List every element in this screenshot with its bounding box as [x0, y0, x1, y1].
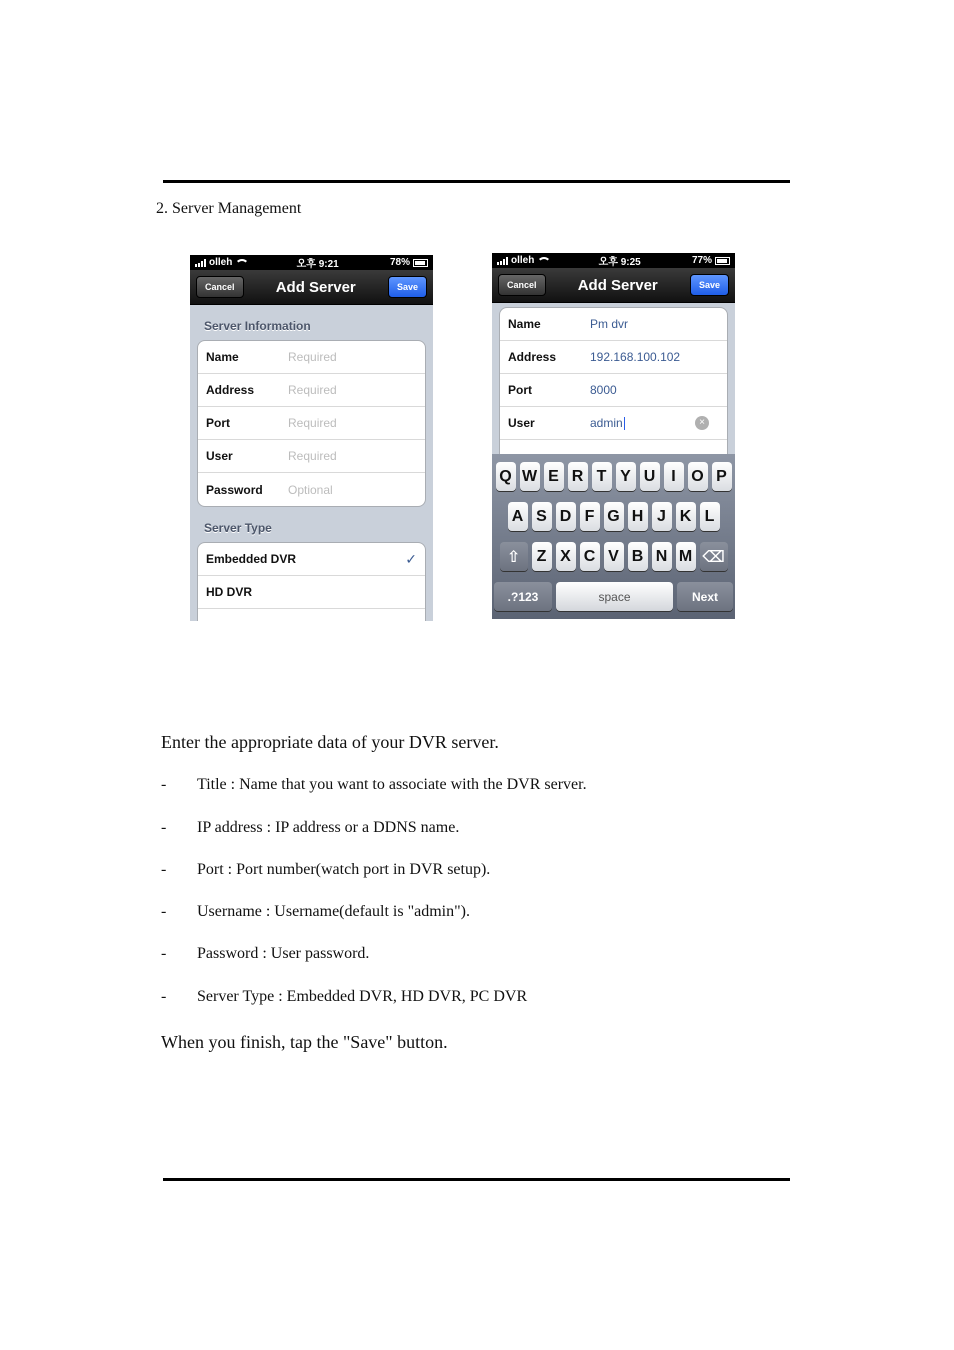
top-rule — [163, 180, 790, 183]
key-z[interactable]: Z — [532, 542, 552, 571]
key-d[interactable]: D — [556, 502, 576, 531]
keyboard-row-1 — [494, 462, 733, 491]
field-value: 192.168.100.102 — [590, 350, 681, 364]
key-n[interactable]: N — [652, 542, 672, 571]
field-placeholder: Required — [288, 449, 337, 463]
key-x[interactable]: X — [556, 542, 576, 571]
name-field[interactable] — [198, 341, 425, 374]
battery-percent: 78% — [389, 257, 410, 268]
bullet-marker: - — [161, 861, 167, 878]
key-l[interactable]: L — [700, 502, 720, 531]
save-button[interactable]: Save — [388, 276, 427, 298]
key-f[interactable]: F — [580, 502, 600, 531]
key-w[interactable]: W — [520, 462, 540, 491]
type-label: HD DVR — [206, 585, 253, 599]
key-t[interactable]: T — [592, 462, 612, 491]
field-label: User — [206, 449, 233, 463]
password-field[interactable] — [198, 473, 425, 506]
type-next-row[interactable] — [198, 609, 425, 621]
section-title: 2. Server Management — [156, 200, 302, 217]
intro-text: Enter the appropriate data of your DVR server. — [161, 732, 499, 752]
screenshot-add-server-filled — [492, 253, 735, 619]
cancel-button[interactable]: Cancel — [498, 274, 546, 296]
battery-icon — [413, 259, 428, 267]
clear-icon[interactable]: × — [695, 416, 709, 430]
field-label: Port — [206, 416, 230, 430]
space-key[interactable]: space — [556, 582, 673, 611]
field-label: Name — [206, 350, 239, 364]
shift-key[interactable]: ⇧ — [500, 542, 528, 571]
battery-percent: 77% — [691, 255, 712, 266]
carrier-label: olleh — [209, 257, 233, 268]
outro-text: When you finish, tap the "Save" button. — [161, 1032, 448, 1052]
key-s[interactable]: S — [532, 502, 552, 531]
port-field[interactable] — [198, 407, 425, 440]
battery-icon — [715, 257, 730, 265]
field-placeholder: Required — [288, 350, 337, 364]
bullet-marker: - — [161, 945, 167, 962]
server-info-group — [197, 340, 426, 507]
key-j[interactable]: J — [652, 502, 672, 531]
field-label: Port — [508, 383, 532, 397]
signal-icon — [497, 257, 508, 265]
bottom-rule — [163, 1178, 790, 1181]
wifi-icon — [537, 257, 547, 265]
user-field[interactable] — [198, 440, 425, 473]
type-label: Embedded DVR — [206, 552, 297, 566]
bullet-text: Username : Username(default is "admin"). — [197, 903, 470, 920]
server-information-label: Server Information — [204, 319, 311, 333]
save-button[interactable]: Save — [690, 274, 729, 296]
status-bar — [190, 255, 433, 270]
keyboard-row-3 — [494, 542, 733, 571]
key-o[interactable]: O — [688, 462, 708, 491]
address-field[interactable] — [500, 341, 727, 374]
field-label: Password — [206, 482, 263, 497]
nav-title: Add Server — [577, 276, 658, 294]
type-embedded-dvr[interactable] — [198, 543, 425, 576]
bullet-marker: - — [161, 903, 167, 920]
next-key[interactable]: Next — [677, 582, 733, 611]
key-v[interactable]: V — [604, 542, 624, 571]
server-type-group — [197, 542, 426, 621]
key-q[interactable]: Q — [496, 462, 516, 491]
wifi-icon — [235, 259, 245, 267]
key-i[interactable]: I — [664, 462, 684, 491]
key-c[interactable]: C — [580, 542, 600, 571]
bullet-text: Port : Port number(watch port in DVR setup). — [197, 861, 491, 878]
bullet-text: Server Type : Embedded DVR, HD DVR, PC DVR — [197, 988, 528, 1005]
nav-bar — [190, 270, 433, 305]
keyboard-row-4 — [494, 582, 733, 611]
key-g[interactable]: G — [604, 502, 624, 531]
bullet-marker: - — [161, 776, 167, 793]
name-field[interactable] — [500, 308, 727, 341]
key-y[interactable]: Y — [616, 462, 636, 491]
checkmark-icon: ✓ — [405, 550, 417, 567]
bullet-marker: - — [161, 819, 167, 836]
key-r[interactable]: R — [568, 462, 588, 491]
status-bar — [492, 253, 735, 268]
field-placeholder: Required — [288, 416, 337, 430]
key-b[interactable]: B — [628, 542, 648, 571]
screenshot-add-server-empty — [190, 255, 433, 621]
field-value: admin — [590, 416, 623, 430]
numbers-key[interactable]: .?123 — [494, 582, 552, 611]
server-info-group — [499, 307, 728, 474]
nav-bar — [492, 268, 735, 303]
backspace-key[interactable]: ⌫ — [700, 542, 728, 571]
status-time: 오후 9:21 — [296, 259, 339, 270]
keyboard-row-2 — [494, 502, 733, 531]
field-label: Name — [508, 317, 541, 331]
keyboard — [492, 454, 735, 619]
type-hd-dvr[interactable] — [198, 576, 425, 609]
status-time: 오후 9:25 — [598, 257, 641, 268]
key-p[interactable]: P — [712, 462, 732, 491]
cancel-button[interactable]: Cancel — [196, 276, 244, 298]
key-a[interactable]: A — [508, 502, 528, 531]
field-label: Address — [508, 350, 557, 364]
key-u[interactable]: U — [640, 462, 660, 491]
address-field[interactable] — [198, 374, 425, 407]
bullet-text: Password : User password. — [197, 945, 370, 962]
field-placeholder: Optional — [288, 482, 333, 497]
port-field[interactable] — [500, 374, 727, 407]
field-label: Address — [206, 383, 255, 397]
nav-title: Add Server — [275, 278, 356, 296]
carrier-label: olleh — [511, 255, 535, 266]
key-h[interactable]: H — [628, 502, 648, 531]
signal-icon — [195, 259, 206, 267]
field-placeholder: Required — [288, 383, 337, 397]
field-value: Pm dvr — [590, 317, 629, 331]
field-label: User — [508, 416, 535, 430]
field-value: 8000 — [590, 383, 617, 397]
server-type-label: Server Type — [204, 521, 272, 535]
bullet-text: IP address : IP address or a DDNS name. — [197, 819, 460, 836]
bullet-marker: - — [161, 988, 167, 1005]
key-k[interactable]: K — [676, 502, 696, 531]
key-e[interactable]: E — [544, 462, 564, 491]
key-m[interactable]: M — [676, 542, 696, 571]
text-caret — [624, 417, 625, 430]
user-field[interactable] — [500, 407, 727, 440]
bullet-text: Title : Name that you want to associate with the DVR server. — [197, 776, 587, 793]
